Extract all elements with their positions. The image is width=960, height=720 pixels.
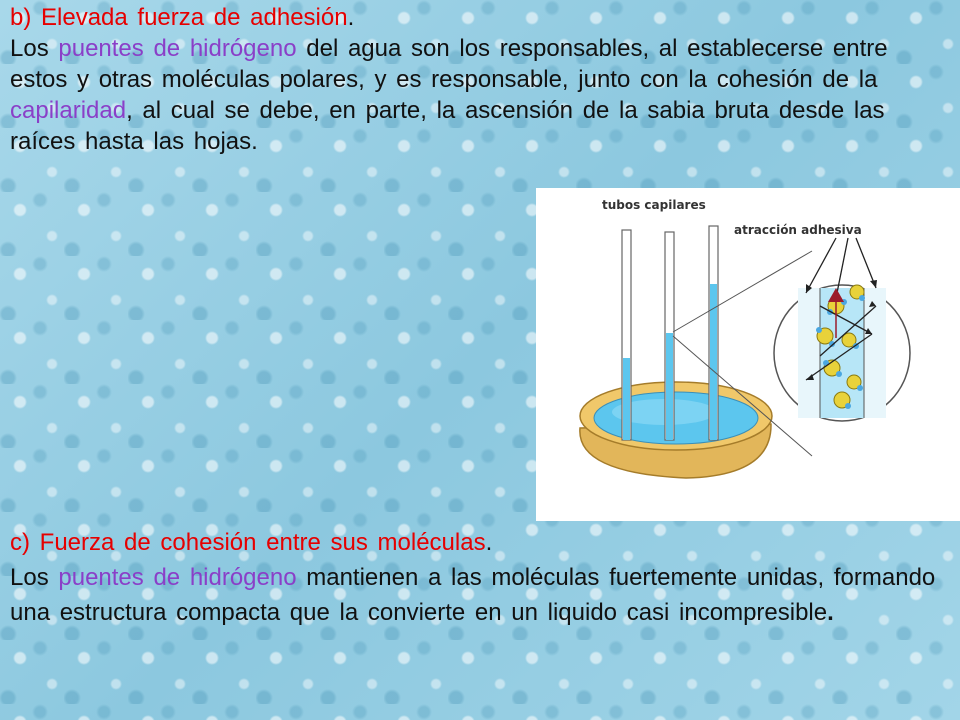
section-c-line-start: Los bbox=[10, 564, 59, 591]
section-b-text-middle2: , al cual se debe, en parte, la ascensión de la sabia bruta desde las raíces hasta las hojas. bbox=[10, 97, 885, 155]
section-c-heading-end: . bbox=[485, 529, 493, 556]
section-b-prefix: b) bbox=[10, 4, 42, 31]
section-b-text bbox=[10, 2, 940, 157]
tube-left-water bbox=[623, 358, 630, 440]
section-c-prefix: c) bbox=[10, 529, 40, 556]
figure-label-tubes: tubos capilares bbox=[602, 198, 706, 212]
section-b-term-capillarity: capilaridad bbox=[10, 97, 127, 124]
section-c-heading: Fuerza de cohesión entre sus moléculas bbox=[39, 529, 486, 556]
tube-middle-water bbox=[666, 333, 673, 440]
section-c-text bbox=[10, 525, 955, 630]
section-b-line-start: Los bbox=[10, 35, 59, 62]
figure-label-adhesion: atracción adhesiva bbox=[734, 223, 862, 237]
section-c-text-end: . bbox=[827, 599, 834, 626]
section-b-text-middle1: del agua son los responsables, al establecerse entre estos y otras moléculas polares, y es responsable, junto con la cohesión de la bbox=[10, 35, 888, 93]
capillary-figure bbox=[536, 188, 960, 521]
section-c-term-hydrogen-bonds: puentes de hidrógeno bbox=[58, 564, 297, 591]
section-b-term-hydrogen-bonds: puentes de hidrógeno bbox=[58, 35, 297, 62]
section-b-heading: Elevada fuerza de adhesión bbox=[41, 4, 348, 31]
capillary-diagram bbox=[536, 188, 960, 521]
section-b-heading-end: . bbox=[347, 4, 355, 31]
section-c-text-rest: mantienen a las moléculas fuertemente unidas, formando una estructura compacta que la convierte en un liquido casi incompresible bbox=[10, 564, 936, 626]
